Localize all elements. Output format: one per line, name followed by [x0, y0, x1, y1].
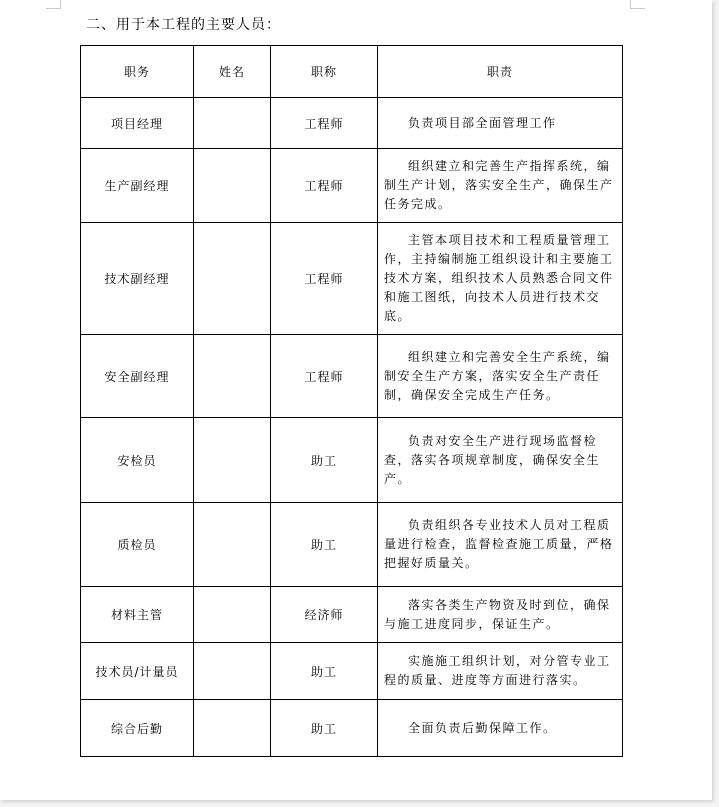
header-position: 职务	[81, 46, 194, 98]
table-row	[81, 643, 623, 700]
header-title: 职称	[271, 46, 378, 98]
name-cell	[194, 700, 271, 757]
position-cell: 项目经理	[81, 98, 194, 149]
table-row	[81, 98, 623, 149]
position-cell: 质检员	[81, 503, 194, 587]
table-row	[81, 149, 623, 223]
position-cell: 生产副经理	[81, 149, 194, 223]
position-cell: 安检员	[81, 418, 194, 503]
title-cell: 助工	[271, 643, 378, 700]
table-header-row	[81, 46, 623, 98]
duty-cell: 主管本项目技术和工程质量管理工作，主持编制施工组织设计和主要施工技术方案，组织技术人员熟悉合同文件和施工图纸，向技术人员进行技术交底。	[378, 223, 623, 335]
name-cell	[194, 335, 271, 418]
name-cell	[194, 587, 271, 643]
title-cell: 助工	[271, 418, 378, 503]
title-cell: 经济师	[271, 587, 378, 643]
duty-cell: 组织建立和完善生产指挥系统，编制生产计划，落实安全生产，确保生产任务完成。	[378, 149, 623, 223]
position-cell: 材料主管	[81, 587, 194, 643]
table-row	[81, 418, 623, 503]
title-cell: 工程师	[271, 98, 378, 149]
table-row	[81, 335, 623, 418]
name-cell	[194, 223, 271, 335]
duty-cell: 负责对安全生产进行现场监督检查，落实各项规章制度，确保安全生产。	[378, 418, 623, 503]
table-row	[81, 700, 623, 757]
duty-cell: 组织建立和完善安全生产系统，编制安全生产方案，落实安全生产责任制，确保安全完成生产任务。	[378, 335, 623, 418]
duty-cell: 负责组织各专业技术人员对工程质量进行检查，监督检查施工质量，严格把握好质量关。	[378, 503, 623, 587]
position-cell: 综合后勤	[81, 700, 194, 757]
table-row	[81, 503, 623, 587]
title-cell: 工程师	[271, 149, 378, 223]
page-corner-mark-left	[46, 0, 61, 9]
title-cell: 助工	[271, 503, 378, 587]
header-name: 姓名	[194, 46, 271, 98]
duty-cell: 实施施工组织计划，对分管专业工程的质量、进度等方面进行落实。	[378, 643, 623, 700]
name-cell	[194, 643, 271, 700]
section-heading: 二、用于本工程的主要人员：	[86, 17, 281, 33]
duty-cell: 负责项目部全面管理工作	[378, 98, 623, 149]
title-cell: 工程师	[271, 223, 378, 335]
name-cell	[194, 149, 271, 223]
table-row	[81, 587, 623, 643]
title-cell: 助工	[271, 700, 378, 757]
name-cell	[194, 98, 271, 149]
position-cell: 技术员/计量员	[81, 643, 194, 700]
duty-cell: 全面负责后勤保障工作。	[378, 700, 623, 757]
header-duty: 职责	[378, 46, 623, 98]
title-cell: 工程师	[271, 335, 378, 418]
duty-cell: 落实各类生产物资及时到位，确保与施工进度同步，保证生产。	[378, 587, 623, 643]
staff-table	[80, 45, 623, 757]
page-corner-mark-right	[630, 0, 645, 9]
name-cell	[194, 418, 271, 503]
position-cell: 技术副经理	[81, 223, 194, 335]
position-cell: 安全副经理	[81, 335, 194, 418]
name-cell	[194, 503, 271, 587]
table-row	[81, 223, 623, 335]
